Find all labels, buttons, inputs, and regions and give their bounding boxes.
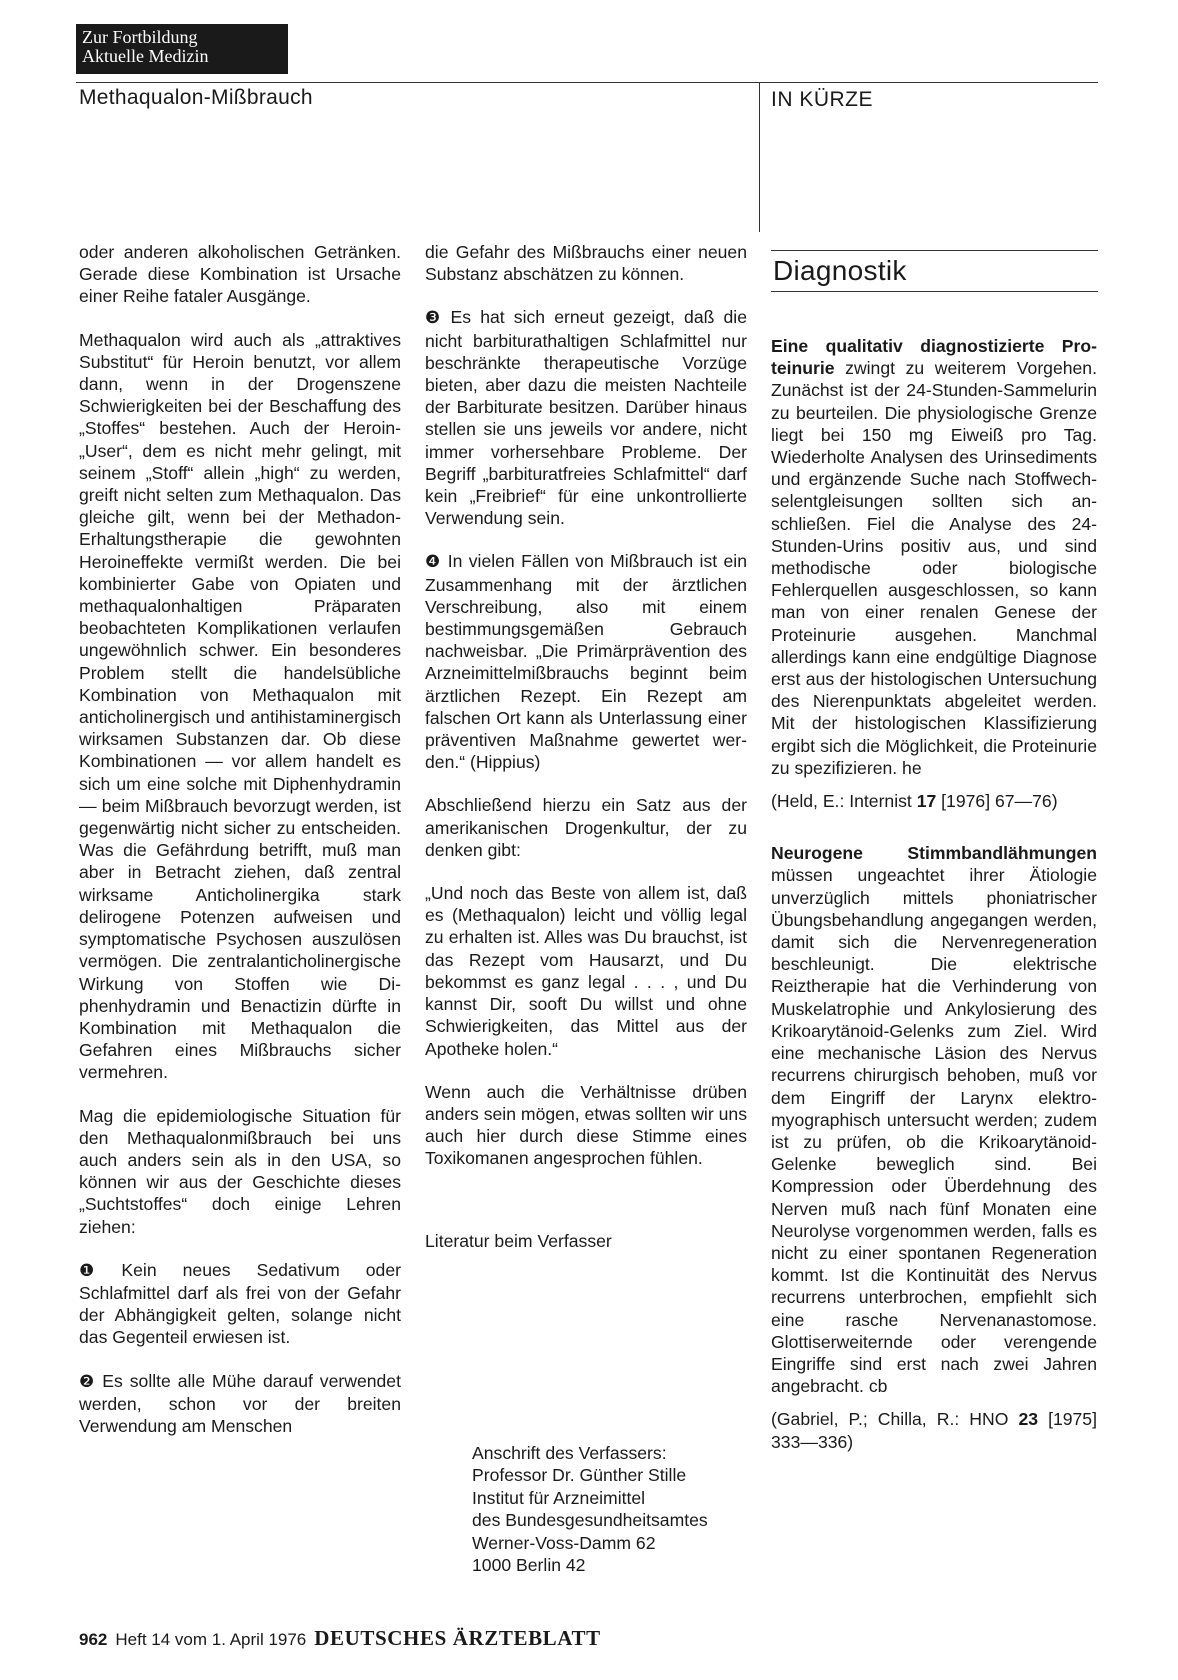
number-badge-4: ❹ <box>425 552 442 572</box>
paragraph: Methaqualon wird auch als „attraktives Substitut“ für Heroin benutzt, vor allem dann, wenn in der Drogenszene Schwierigkeiten bei der Beschaffung des „Stoffes“ bestehen. Auch der Heroin-„User“, dem es nicht mehr gelingt, mit seinem „Stoff“ allein „high“ zu werden, greift nicht selten zum Methaqualon. Das gleiche gilt, wenn bei der Methadon-Erhaltungstherapie die gewohnten Heroineffekte vermißt werden. Die bei kombinierter Gabe von Opiaten und methaqualonhaltigen Präparaten beobachteten Komplikationen verlaufen ungewöhnlich schwer. Ein besonderes Problem stellt die handelsübliche Kombination von Methaqualon mit anticholinergisch und antihistaminergisch wirksamen Substanzen dar. Ob diese Kombinationen — vor allem handelt es sich um eine solche mit Diphenhydramin — beim Mißbrauch bevorzugt werden, ist gegenwärtig nicht sicher zu entscheiden. Was die Gefährdung betrifft, muß man aber in Betracht ziehen, daß zentral wirksame Anticholinergika stark delirogene Potenzen aufweisen und symptomatische Psychosen auszulösen vermögen. Die zentralanticholinergische Wirkung von Stoffen wie Diphenhydramin und Benactizin dürfte in Kombination mit Methaqualon die Gefahren eines Mißbrauchs sicher vermehren. <box>79 329 401 1083</box>
author-address <box>472 1442 772 1576</box>
point-text: In vielen Fällen von Mißbrauch ist ein Zusammenhang mit der ärztlichen Verschreibung, also mit einem bestimmungsgemäßen Gebrauch nachweisbar. „Die Primärprävention des Arzneimittelmißbrauchs beginnt beim ärztlichen Rezept. Ein Rezept am falschen Ort kann als Unterlassung einer präventiven Maßnahme gewertet werden.“ (Hippius) <box>425 551 747 773</box>
point-text: Es sollte alle Mühe darauf verwendet werden, schon vor der breiten Verwendung am Menschen <box>79 1370 401 1436</box>
address-line: Institut für Arzneimittel <box>472 1487 646 1508</box>
address-line: 1000 Berlin 42 <box>472 1555 586 1576</box>
number-badge-2: ❷ <box>79 1371 97 1391</box>
quote: „Und noch das Beste von allem ist, daß es (Methaqualon) leicht und völlig legal zu erhalten ist. Alles was Du brauchst, ist das Rezept vom Hausarzt, und Du bekommst es ganz legal . . . , und Du kannst Dir, sooft Du willst und ohne Schwierigkeiten, das Mittel aus der Apotheke holen.“ <box>425 883 747 1059</box>
point-text: Es hat sich erneut gezeigt, daß die nicht barbiturathaltigen Schlafmittel nur beschränkte therapeutische Vorzüge bieten, aber dazu die meisten Nachteile der Barbiturate besitzen. Darüber hinaus stellen sie uns jeweils vor andere, nicht immer vorhersehbare Probleme. Der Begriff „barbituratfreies Schlafmittel“ darf kein „Freibrief“ für eine unkontrollierte Verwendung sein. <box>425 307 747 529</box>
paragraph: Abschließend hierzu ein Satz aus der amerikanischen Drogenkultur, der zu denken gibt: <box>425 795 747 860</box>
numbered-point-1 <box>79 1259 401 1349</box>
citation-volume: 17 <box>916 791 937 812</box>
brief-text: müssen ungeachtet ihrer Ätiologie unverzüglich mittels phoniatrischer Übungsbehandlung angegangen werden, damit sich die Nervenregeneration beschleunigt. Die elektrische Reiztherapie hat die Verhinderung von Muskelatrophie und Ankylosierung des Krikoarytänoid-Gelenks zum Ziel. Wird eine mechanische Läsion des Nervus recurrens chirurgisch behoben, muß vor dem Eingriff der Larynx elektromyographisch untersucht werden; zudem ist zu prüfen, ob die Krikoarytänoid-Gelenke beweglich sind. Bei Kompression oder Überdehnung des Nerven muß nach fünf Monaten eine Neurolyse vorgenommen werden, falls es nicht zu einer spontanen Regeneration kommt. Ist die Kontinuität des Nervus recurrens unterbrochen, empfiehlt sich eine rasche Nervenanastomose. Glottiserweiternde oder verengende Eingriffe sind erst nach zwei Jahren angebracht. cb <box>771 865 1097 1397</box>
sidebar-heading: Diagnostik <box>773 255 907 286</box>
number-badge-3: ❸ <box>425 308 445 328</box>
numbered-point-3 <box>425 306 747 529</box>
citation: (Gabriel, P.; Chilla, R.: HNO 23 [1975] 333—336) <box>771 1409 1097 1452</box>
number-badge-1: ❶ <box>79 1260 116 1280</box>
column-divider <box>759 83 760 232</box>
heading-rule-bottom <box>771 291 1098 292</box>
citation: (Held, E.: Internist 17 [1976] 67—76) <box>771 791 1058 812</box>
page-footer <box>79 1626 601 1651</box>
citation-volume: 23 <box>1018 1409 1039 1430</box>
section-title: Methaqualon-Mißbrauch <box>79 86 313 109</box>
literature-note: Literatur beim Verfasser <box>425 1230 612 1251</box>
rubric-line-1: Zur Fortbildung <box>82 27 198 47</box>
address-line: Werner-Voss-Damm 62 <box>472 1532 656 1553</box>
numbered-point-4 <box>425 550 747 773</box>
sidebar-label: IN KÜRZE <box>771 88 874 111</box>
point-text: Kein neues Sedativum oder Schlafmittel darf als frei von der Gefahr der Abhängigkeit gelten, solange nicht das Gegenteil erwiesen ist. <box>79 1259 401 1348</box>
top-rule <box>76 82 1098 83</box>
brief-text: zwingt zu weiterem Vorgehen. Zunächst ist der 24-Stunden-Sammelurin zu beurteilen. Die physiologische Grenze liegt bei 150 mg Eiweiß pro Tag. Wiederholte Analysen des Urinsediments und ergänzende Suche nach Stoffwechselentgleisungen sollten sich anschließen. Fiel die Analyse des 24-Stunden-Urins positiv aus, und sind methodische oder biologische Fehlerquellen ausgeschlossen, so kann man von einer renalen Genese der Proteinurie ausgehen. Manchmal allerdings kann eine endgültige Diagnose erst aus der histologischen Untersuchung des Nierenpunktats abgeleitet werden. Mit der histologischen Klassifizierung ergibt sich die Möglichkeit, die Proteinurie zu spezifizieren. he <box>771 358 1097 778</box>
journal-name: DEUTSCHES ÄRZTEBLATT <box>314 1626 601 1650</box>
page-number: 962 <box>79 1630 108 1649</box>
heading-rule-top <box>771 250 1098 251</box>
address-line: Professor Dr. Günther Stille <box>472 1465 687 1486</box>
brief-item-proteinurie <box>771 335 1097 779</box>
rubric-box <box>76 24 288 74</box>
article-column-1 <box>79 241 401 1458</box>
address-line: Anschrift des Verfassers: <box>472 1443 667 1463</box>
brief-lead: Eine qualitativ diagnostizierte Proteinurie <box>771 336 1097 379</box>
paragraph: Mag die epidemiologische Situation für den Methaqualonmißbrauch bei uns auch anders sein als in den USA, so können wir aus der Geschichte dieses „Suchtstoffes“ doch einige Lehren ziehen: <box>79 1105 401 1237</box>
brief-item-stimmband <box>771 842 1097 1397</box>
address-line: des Bundesgesundheitsamtes <box>472 1510 708 1531</box>
article-column-2 <box>425 241 747 1273</box>
paragraph: Wenn auch die Verhältnisse drüben anders sein mögen, etwas sollten wir uns auch hier durch diese Stimme eines Toxikomanen angesprochen fühlen. <box>425 1081 747 1169</box>
paragraph: die Gefahr des Mißbrauchs einer neuen Substanz abschätzen zu können. <box>425 242 747 285</box>
brief-lead: Neurogene Stimmbandlähmungen <box>771 843 1097 864</box>
rubric-line-2: Aktuelle Medizin <box>82 46 209 66</box>
sidebar-column <box>771 335 1097 1483</box>
issue-info: Heft 14 vom 1. April 1976 <box>115 1630 307 1649</box>
paragraph: oder anderen alkoholischen Getränken. Gerade diese Kombination ist Ursache einer Reihe fataler Ausgänge. <box>79 242 401 307</box>
numbered-point-2 <box>79 1370 401 1438</box>
